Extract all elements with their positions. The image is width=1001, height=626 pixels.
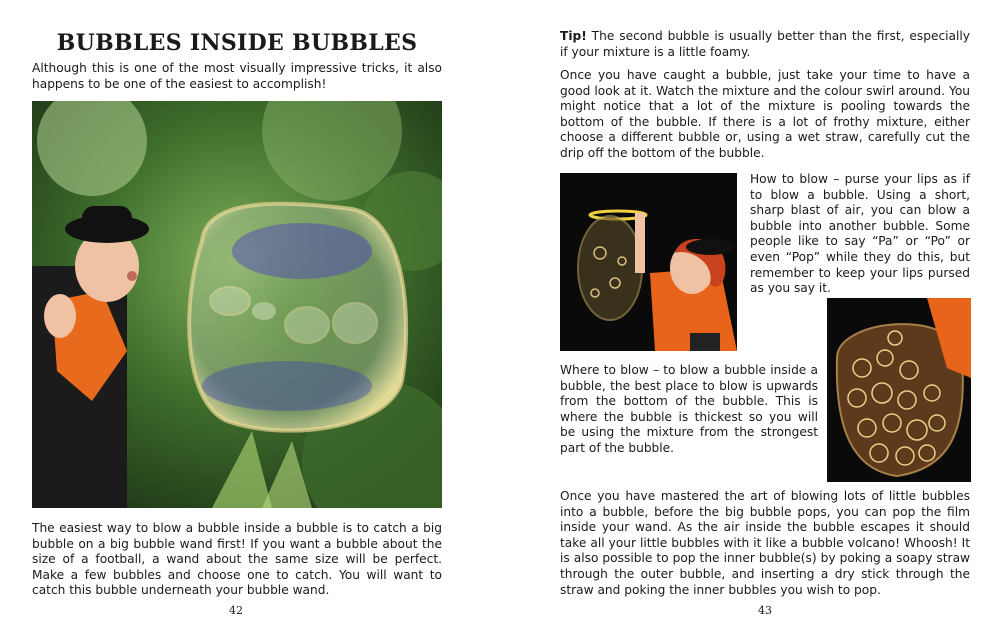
main-paragraph: The easiest way to blow a bubble inside a bubble is to catch a big bubble on a big bubble wand first! If you want a bubble about the size of a football, a wand about the same size will be perfect. Make a few bubbles and choose one to catch. You will want to catch this bubble underneath your bubble wand. (32, 521, 442, 598)
caught-paragraph: Once you have caught a bubble, just take your time to have a good look at it. Watch the mixture and the colour swirl around. You might notice that a lot of the mixture is pooling towards the bottom of the bubble. If there is a lot of frothy mixture, either choose a different bubble or, using a wet straw, carefully cut the drip off the bottom of the bubble. (560, 68, 970, 160)
where-to-blow-paragraph: Where to blow – to blow a bubble inside a bubble, the best place to blow is upwards from the bottom of the bubble. This is where the bubble is thickest so you will be using the mixture from the strongest part of the bubble. (560, 363, 818, 455)
intro-paragraph: Although this is one of the most visually impressive tricks, it also happens to be one of the easiest to accomplish! (32, 61, 442, 91)
blowing-photo (560, 173, 737, 351)
how-to-blow-paragraph: How to blow – purse your lips as if to blow a bubble. Using a short, sharp blast of air, you can blow a bubble into another bubble. Some people like to say “Pa” or “Po” or even “Pop” while they do this, but remember to keep your lips pursed as you say it. (750, 172, 970, 296)
tip-text: The second bubble is usually better than the first, especially if your mixture is a little foamy. (560, 29, 970, 59)
right-page (530, 0, 1001, 626)
tip-label: Tip! (560, 29, 587, 43)
tip-paragraph (560, 29, 970, 60)
page-number: 42 (229, 604, 243, 617)
page-number: 43 (758, 604, 772, 617)
mastered-paragraph: Once you have mastered the art of blowing lots of little bubbles into a bubble, before the big bubble pops, you can pop the film inside your wand. As the air inside the bubble escapes it should take all your little bubbles with it like a bubble volcano! Whoosh! It is also possible to pop the inner bubble(s) by poking a soapy straw through the outer bubble, and inserting a dry stick through the straw and poking the inner bubbles you wish to pop. (560, 489, 970, 597)
bubble-photo (32, 101, 442, 508)
bubble-volcano-photo (827, 298, 971, 482)
left-page (0, 0, 470, 626)
page-title: BUBBLES INSIDE BUBBLES (56, 30, 418, 56)
